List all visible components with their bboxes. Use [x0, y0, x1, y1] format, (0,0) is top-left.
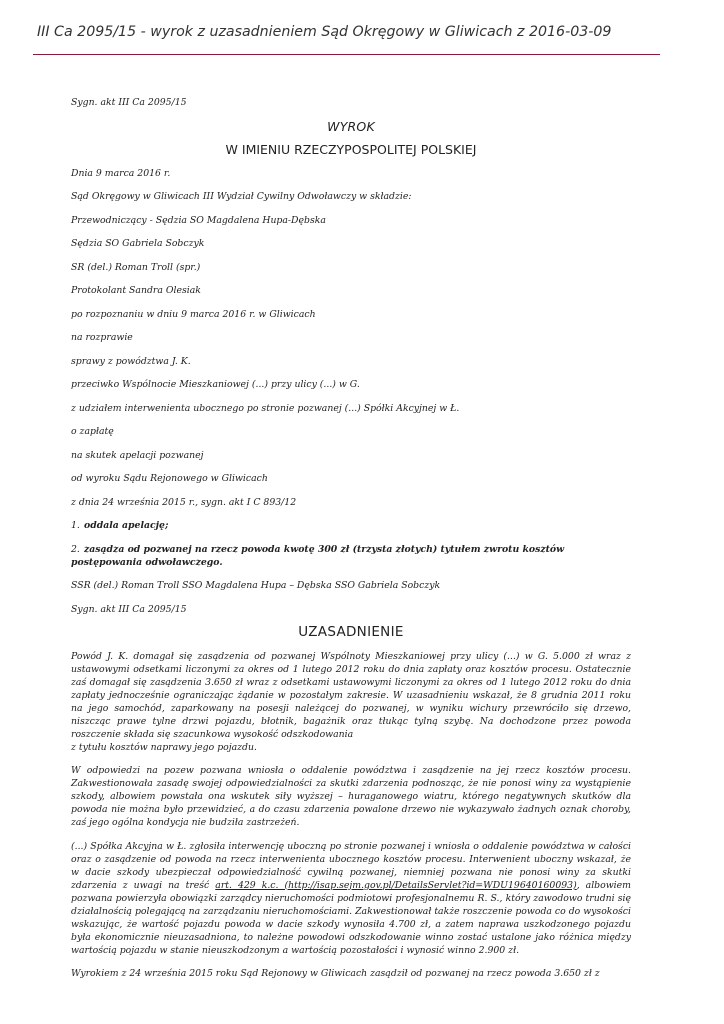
clerk-line: Protokolant Sandra Olesiak [71, 285, 201, 296]
justification-paragraph-3 [71, 840, 631, 957]
header-divider [33, 54, 660, 55]
statute-link[interactable]: art. 429 k.c. (http://isap.sejm.gov.pl/DetailsServlet?id=WDU19640160093) [215, 879, 577, 891]
paragraph-3-text-a: (...) Spółka Akcyjna w Ł. zgłosiła interwencję uboczną po stronie pozwanej i wniosła o oddalenie powództwa w całości oraz o zasądzenie od powoda na rzecz interwenienta ubocznego kosztów procesu. Interwenient uboczny wskazał, że w dacie szkody ubezpieczał odpowiedzialność cywilną pozwanej, niemniej pozwana nie ponosi winy za skutki zdarzenia z uwagi na treść [71, 840, 631, 891]
hearing-date-line: po rozpoznaniu w dniu 9 marca 2016 r. w Gliwicach [71, 308, 316, 320]
lower-court-line: od wyroku Sądu Rejonowego w Gliwicach [71, 473, 268, 484]
justification-heading: UZASADNIENIE [298, 624, 404, 640]
appeal-line: na skutek apelacji pozwanej [71, 449, 204, 461]
justification-paragraph-4: Wyrokiem z 24 września 2015 roku Sąd Rejonowy w Gliwicach zasądził od pozwanej na rzecz powoda 3.650 zł z [71, 968, 600, 979]
case-signature: Sygn. akt III Ca 2095/15 [71, 97, 187, 108]
signatures-line: SSR (del.) Roman Troll SSO Magdalena Hupa – Dębska SSO Gabriela Sobczyk [71, 580, 441, 591]
ruling-point-1 [71, 519, 631, 532]
judgment-document [71, 96, 631, 991]
defendant-line: przeciwko Wspólnocie Mieszkaniowej (...) przy ulicy (...) w G. [71, 379, 360, 390]
lower-court-date-line: z dnia 24 września 2015 r., sygn. akt I C 893/12 [71, 496, 297, 508]
ruling-point-2-number: 2. [71, 543, 80, 555]
presiding-judge-line: Przewodniczący - Sędzia SO Magdalena Hupa-Dębska [71, 214, 326, 226]
hearing-type-line: na rozprawie [71, 332, 133, 343]
paragraph-1-end: z tytułu kosztów naprawy jego pojazdu. [71, 741, 257, 753]
ruling-point-1-text: oddala apelację; [84, 520, 169, 531]
subject-line: o zapłatę [71, 426, 114, 437]
judgment-heading: WYROK [327, 118, 375, 134]
republic-heading: W IMIENIU RZECZYPOSPOLITEJ POLSKIEJ [225, 142, 477, 157]
ruling-point-2 [71, 543, 631, 569]
judge-rapporteur-line: SR (del.) Roman Troll (spr.) [71, 261, 201, 273]
intervener-line: z udziałem interwenienta ubocznego po stronie pozwanej (...) Spółki Akcyjnej w Ł. [71, 402, 460, 414]
justification-paragraph-1 [71, 650, 631, 754]
plaintiff-line: sprawy z powództwa J. K. [71, 355, 191, 367]
paragraph-1-text: Powód J. K. domagał się zasądzenia od pozwanej Wspólnoty Mieszkaniowej przy ulicy (...) w G. 5.000 zł wraz z ustawowymi odsetkami liczonymi za okres od 1 lutego 2012 roku do dnia zapłaty oraz kosztów procesu. Ostatecznie zaś domagał się zasądzenia 3.650 zł wraz z odsetkami ustawowymi liczonymi za okres od 1 lutego 2012 roku do dnia zapłaty jednocześnie ograniczając żądanie w pozostałym zakresie. W uzasadnieniu wskazał, że 8 grudnia 2011 roku na jego samochód, zaparkowany na posesji należącej do pozwanej, w wyniku wichury przewróciło się drzewo, niszcząc prawe tylne drzwi pojazdu, błotnik, bagażnik oraz tłukąc tylną szybę. Na dochodzone przez powoda roszczenie składa się szacunkowa wysokość odszkodowania [71, 650, 631, 740]
date-line: Dnia 9 marca 2016 r. [71, 167, 171, 179]
court-line: Sąd Okręgowy w Gliwicach III Wydział Cywilny Odwoławczy w składzie: [71, 191, 412, 202]
case-signature-bottom: Sygn. akt III Ca 2095/15 [71, 603, 187, 615]
paragraph-3-text-b: , albowiem pozwana powierzyła obowiązki zarządcy nieruchomości podmiotowi profesjonalnemu R. S., który zawodowo trudni się działalnością polegającą na zarządzaniu nieruchomościami. Zakwestionował także roszczenie powoda co do wysokości wskazując, że wartość pojazdu powoda w dacie szkody wynosiła 4.700 zł, a zatem naprawa uszkodzonego pojazdu była ekonomicznie nieuzasadniona, to należne powodowi odszkodowanie winno zostać ustalone jako różnica między wartością pojazdu w stanie nieuszkodzonym a wartością pozostałości i wynosić winno 2.900 zł. [71, 879, 631, 956]
document-title: III Ca 2095/15 - wyrok z uzasadnieniem Sąd Okręgowy w Gliwicach z 2016-03-09 [37, 24, 612, 40]
ruling-point-2-text: zasądza od pozwanej na rzecz powoda kwotę 300 zł (trzysta złotych) tytułem zwrotu kosztów postępowania odwoławczego. [71, 543, 565, 568]
judge-line: Sędzia SO Gabriela Sobczyk [71, 238, 205, 249]
ruling-point-1-number: 1. [71, 520, 80, 531]
justification-paragraph-2: W odpowiedzi na pozew pozwana wniosła o oddalenie powództwa i zasądzenie na jej rzecz kosztów procesu. Zakwestionowała zasadę swojej odpowiedzialności za skutki zdarzenia podnosząc, że nie ponosi winy za wystąpienie szkody, albowiem powstała ona wskutek siły wyższej – huraganowego wiatru, którego negatywnych skutków dla powoda nie można było przewidzieć, a do czasu zdarzenia powalone drzewo nie wykazywało żadnych oznak choroby, zaś jego ogólna kondycja nie budziła zastrzeżeń. [71, 765, 631, 828]
